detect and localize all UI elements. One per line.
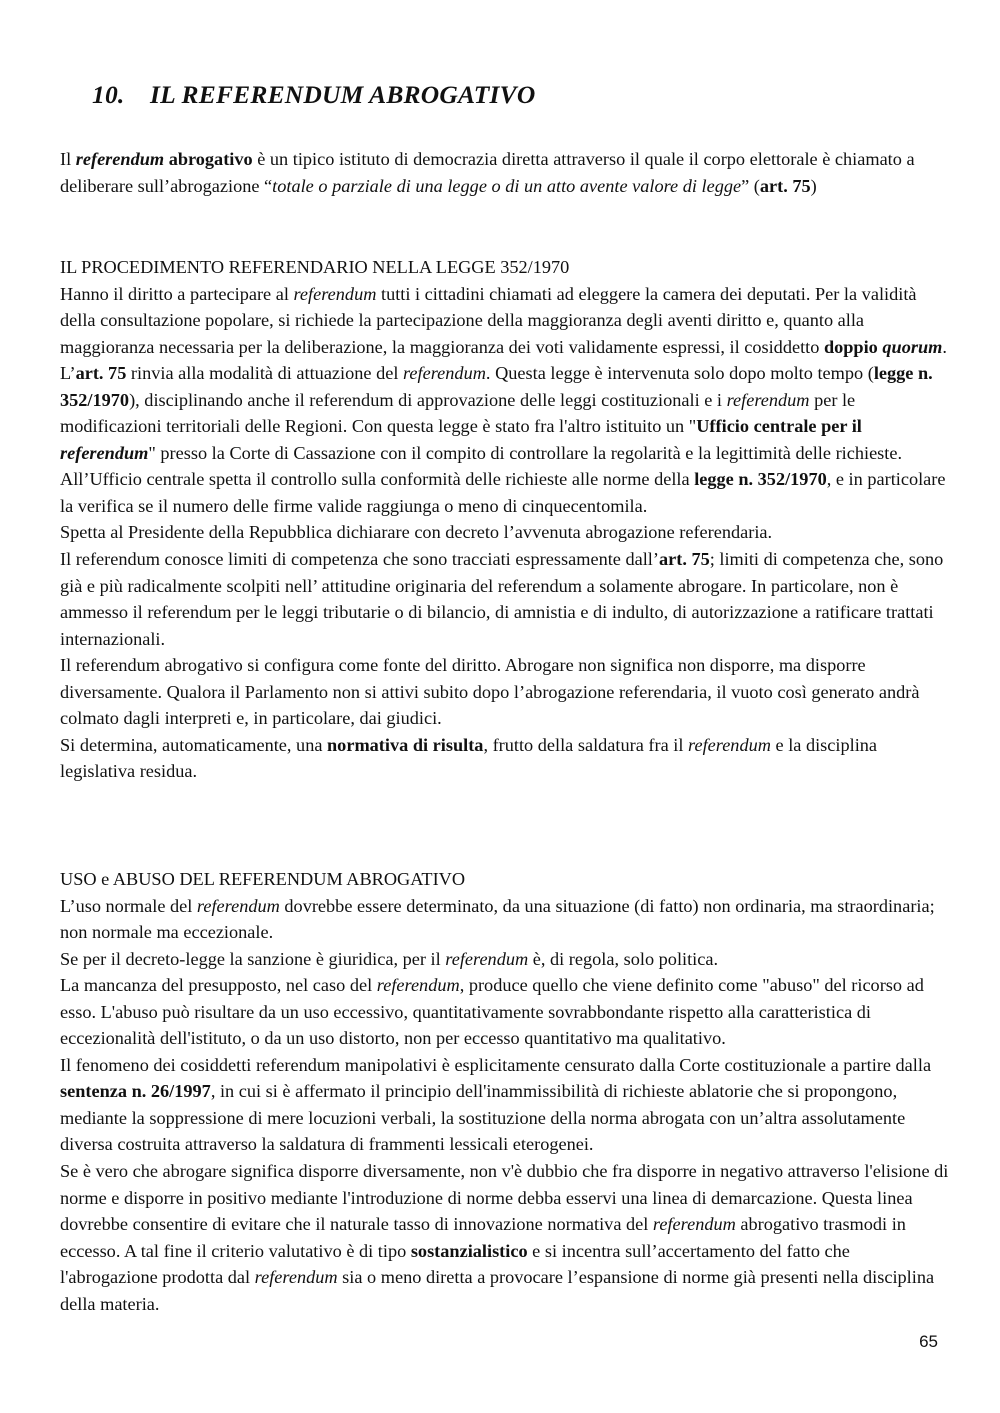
text-run: referendum [60,442,149,463]
text-run: referendum [726,389,810,410]
text-run: è, di regola, solo politica. [528,948,719,969]
text-run: All’Ufficio centrale spetta il controllo sulla conformità delle richieste alle norme della [60,469,695,490]
paragraph [60,946,950,973]
text-run: , frutto della saldatura fra il [483,734,689,755]
text-run: Hanno il diritto a partecipare al [60,283,294,304]
text-run: ) [810,175,817,196]
paragraph [60,466,950,519]
intro-block [60,146,950,199]
text-run: sentenza n. 26/1997 [60,1081,211,1102]
text-run: ), disciplinando anche il referendum di approvazione delle leggi costituzionali e i [129,389,727,410]
text-run: Il [60,149,76,169]
text-run: referendum [254,1267,338,1288]
chapter-number: 10. [92,80,125,109]
page-number: 65 [919,1332,938,1351]
text-run: legge n. 352/1970 [694,469,827,490]
text-run: Spetta al Presidente della Repubblica dichiarare con decreto l’avvenuta abrogazione referendaria. [60,522,773,543]
text-run: referendum [652,1214,736,1235]
text-run: quorum [882,336,943,357]
chapter-title: IL REFERENDUM ABROGATIVO [150,80,536,109]
paragraph [60,281,950,361]
text-run: , in cui si è affermato il principio dell'inammissibilità di richieste ablatorie che si propongono, mediante la soppressione di mere locuzioni verbali, la sostituzione della norma abrogata con un’altra assolutamente diversa costruita attraverso la saldatura di frammenti lessicali eterogenei. [60,1081,906,1155]
text-run: Si determina, automaticamente, una [60,734,328,755]
text-run: e la disciplina legislativa residua. [60,734,878,782]
text-run: normativa di risulta [327,734,484,755]
text-run: art. 75 [75,363,127,384]
text-run: sia o meno diretta a provocare l’espansione di norme già presenti nella disciplina della materia. [60,1267,935,1314]
text-run: tutti i cittadini chiamati ad eleggere la camera dei deputati. Per la validità della consultazione popolare, si richiede la partecipazione della maggioranza degli aventi diritto e, quanto alla maggioranza necessaria per la deliberazione, la maggioranza dei voti validamente espressi, il cosiddetto [60,283,917,357]
paragraph [60,519,950,546]
text-run: Se è vero che abrogare significa disporre diversamente, non v'è dubbio che fra disporre in negativo attraverso l'elisione di norme e disporre in positivo mediante l'introduzione di norme debba esservi una linea di demarcazione. Questa linea dovrebbe consentire di evitare che il naturale tasso di innovazione normativa del [60,1161,949,1235]
text-run: referendum [403,363,486,384]
paragraph [60,1052,950,1158]
text-run: referendum [196,895,280,916]
paragraph [60,652,950,732]
text-run: . [942,336,947,357]
text-run: ” ( [741,175,760,196]
text-run: è un tipico istituto di democrazia diretta attraverso il quale il corpo elettorale è chiamato a deliberare sull’abrogazione “ [60,149,915,196]
section-procedimento [60,254,950,785]
paragraph [60,893,950,946]
section-title: IL PROCEDIMENTO REFERENDARIO NELLA LEGGE 352/1970 [60,257,570,277]
text-run: " presso la Corte di Cassazione con il compito di controllare la regolarità e la legittimità delle richieste. [148,442,903,463]
text-run: Il fenomeno dei cosiddetti referendum manipolativi è esplicitamente censurato dalla Corte costituzionale a partire dalla [60,1054,932,1075]
text-run: doppio [823,336,883,357]
text-run: Se per il decreto-legge la sanzione è giuridica, per il [60,948,446,969]
paragraph [60,972,950,1052]
text-run: referendum [376,975,460,996]
text-run: La mancanza del presupposto, nel caso del [60,975,377,996]
text-run: ; limiti di competenza che, sono già e più radicalmente scolpiti nell’ attitudine originaria del referendum a solamente abrogare. In particolare, non è ammesso il referendum per le leggi tributarie o di bilancio, di amnistia e di indulto, di autorizzazione a ratificare trattati internazionali. [60,549,944,649]
text-run: Il referendum abrogativo si configura come fonte del diritto. Abrogare non significa non disporre, ma disporre diversamente. Qualora il Parlamento non si attivi subito dopo l’abrogazione referendaria, il vuoto così generato andrà colmato dagli interpreti e, in particolare, dai giudici. [60,655,920,729]
text-run: per le modificazioni territoriali delle Regioni. Con questa legge è stato fra l'altro istituito un " [60,389,856,437]
text-run: referendum [293,283,377,304]
text-run: , e in particolare la verifica se il numero delle firme valide raggiunga o meno di cinquecentomila. [60,469,946,516]
paragraph [60,732,950,785]
text-run: referendum [688,734,771,755]
section-title: USO e ABUSO DEL REFERENDUM ABROGATIVO [60,869,466,889]
text-run: . Questa legge è intervenuta solo dopo molto tempo ( [485,363,874,384]
text-run: legge n. 352/1970 [60,363,933,410]
text-run: L’uso normale del [60,895,197,916]
text-run: totale o parziale di una legge o di un atto avente valore di legge [272,175,742,196]
text-run: , produce quello che viene definito come "abuso" del ricorso ad esso. L'abuso può risultare da un uso eccessivo, quantitativamente sovrabbondante rispetto alla caratteristica di eccezionalità dell'istituto, o da un uso distorto, non per eccesso quantitativo ma qualitativo. [60,975,924,1049]
text-run: abrogativo [168,149,253,169]
text-run: art. 75 [759,175,811,196]
paragraph [60,1158,950,1317]
text-run: referendum [75,149,165,169]
text-run: art. 75 [658,549,710,570]
text-run: L’ [60,363,76,384]
text-run: sostanzialistico [410,1240,528,1261]
intro-paragraph [60,146,950,199]
paragraph [60,546,950,652]
text-run: e si incentra sull’accertamento del fatto che l'abrogazione prodotta dal [60,1240,850,1288]
text-run: abrogativo trasmodi in eccesso. A tal fine il criterio valutativo è di tipo [60,1214,906,1261]
section-uso-abuso [60,866,950,1317]
text-run: Ufficio centrale per il [696,416,862,437]
chapter-heading [92,80,536,110]
text-run: rinvia alla modalità di attuazione del [126,363,403,384]
paragraph [60,360,950,466]
text-run: Il referendum conosce limiti di competenza che sono tracciati espressamente dall’ [60,549,659,570]
text-run: referendum [445,948,529,969]
text-run: dovrebbe essere determinato, da una situazione (di fatto) non ordinaria, ma straordinaria; non normale ma eccezionale. [60,895,935,943]
